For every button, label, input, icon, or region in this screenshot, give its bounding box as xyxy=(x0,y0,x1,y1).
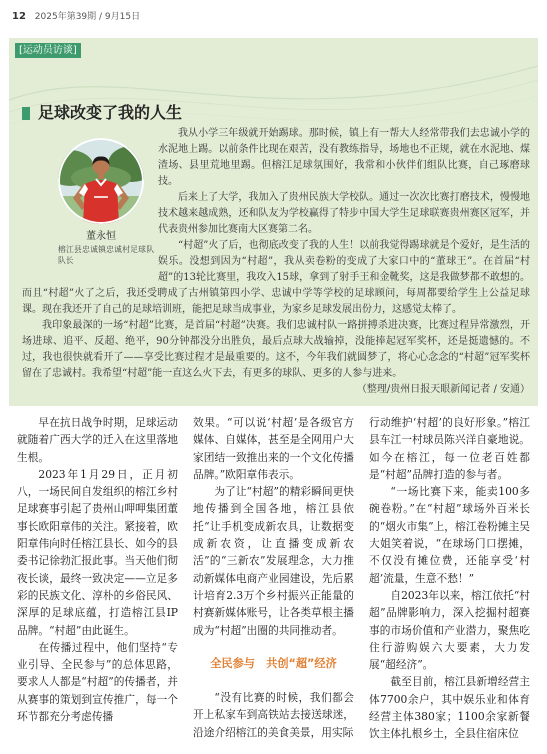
interview-paragraph: 后来上了大学，我加入了贵州民族大学校队。通过一次次比赛打磨技术，慢慢地技术越来越成熟，还和队友为学校赢得了特步中国大学生足球联赛贵州赛区冠军，并代表贵州参加比赛南大区赛第二名。 xyxy=(158,192,530,235)
article-paragraph: “没有比赛的时候，我们都会开上私家车到高铁站去接送球迷，沿途介绍榕江的美食美景，用实际 xyxy=(193,691,354,739)
section-heading: 全民参与 共创“超”经济 xyxy=(210,656,337,670)
article-column-1 xyxy=(17,414,178,750)
section-tag: [运动员访谈] xyxy=(15,43,81,58)
interview-box xyxy=(9,38,538,406)
article-paragraph: 为了让“村超”的精彩瞬间更快地传播到全国各地，榕江县依托“让手机变成新农具，让数据变成新农资，让直播变成新农活”的“三新农”发展理念，大力推动新媒体电商产业园建设，先后累计培育2.3万个乡村振兴正能量的村赛新媒体账号，让各类草根主播成为“村超”出圈的共同推动者。 xyxy=(193,485,354,637)
interview-credit: （整理/贵州日报天眼新闻记者 / 安通） xyxy=(356,384,530,395)
interview-body xyxy=(22,126,530,398)
interview-paragraph: “村超”火了后，也彻底改变了我的人生！以前我觉得踢球就是个爱好，是生活的娱乐。没想到因为“村超”，我从卖卷粉的变成了大家口中的“董球王”。在首届“村超”的13轮比赛里，我攻入15球，拿到了射手王和金靴奖，这是我做梦都不敢想的。而且“村超”火了之后，我还受聘成了古州镇第四小学、忠诚中学等学校的足球顾问，每周都要给学生上公益足球课。现在我还开了自己的足球培训班，能把足球当成事业，为家乡足球发展出份力，这感觉太棒了。 xyxy=(22,240,530,315)
page-number: 12 xyxy=(12,11,26,22)
article-paragraph: 截至目前，榕江县新增经营主体7700余户，其中娱乐业和体育经营主体380家；1100余家新餐饮主体扎根乡土，全县住宿床位 xyxy=(369,675,530,741)
title-marker xyxy=(22,107,30,120)
article-paragraph: 自2023年以来，榕江依托“村超”品牌影响力，深入挖掘村超赛事的市场价值和产业潜力，聚焦吃住行游购娱六大要素，大力发展“超经济”。 xyxy=(369,588,530,672)
issue-date: 2025年第39期 / 9月15日 xyxy=(34,12,141,22)
interview-paragraph: 我从小学三年级就开始踢球。那时候，镇上有一帮大人经常带我们去忠诚小学的水泥地上踢。以前条件比现在艰苦，没有教练指导，场地也不正规，就在水泥地、煤渣场、县里荒地里踢。但榕江足球氛围好，我常和小伙伴们组队比赛，自己琢磨球技。 xyxy=(158,128,530,187)
person-name: 董永恒 xyxy=(86,231,116,242)
portrait-photo xyxy=(58,138,144,224)
article-column-3 xyxy=(369,414,530,750)
interview-title: 足球改变了我的人生 xyxy=(38,103,183,122)
article-column-2 xyxy=(193,414,354,750)
person-role: 榕江县忠诚镇忠诚村足球队队长 xyxy=(58,245,154,265)
article-paragraph: 2023年1月29日，正月初八，一场民间自发组织的榕江乡村足球赛事引起了贵州山呷呷集团董事长欧阳章伟的关注。紧接着，欧阳章伟向时任榕江县长、如今的县委书记徐勃汇报此事。当天他们彻夜长谈，最终一致决定——立足多彩的民族文化、淳朴的乡俗民风、深厚的足球底蕴，打造榕江县IP品牌。“村超”由此诞生。 xyxy=(17,467,178,637)
article-paragraph-continued: 行动维护‘村超’的良好形象。”榕江县车江一村球员陈兴洋自豪地说。如今在榕江，每一位老百姓都是“村超”品牌打造的参与者。 xyxy=(369,416,530,481)
article-paragraph: 早在抗日战争时期，足球运动就随着广西大学的迁入在这里落地生根。 xyxy=(17,416,178,464)
interview-paragraph: 我印象最深的一场“村超”比赛，是首届“村超”决赛。我们忠诚村队一路拼搏杀进决赛，比赛过程异常激烈，开场进球、追平、反超、绝平，90分钟都没分出胜负，最后点球大战输掉，没能捧起冠军奖杯，还是挺遗憾的。不过，我也很快就看开了——享受比赛过程才是最重要的。这不，今年我们就圆梦了，将心心念念的“村超”冠军奖杯留在了忠诚村。我希望“村超”能一直这么火下去，有更多的球队、更多的人参与进来。 xyxy=(22,320,530,379)
portrait-block xyxy=(22,126,158,286)
article-paragraph-continued: 效果。“可以说‘村超’是各级官方媒体、自媒体，甚至是全网用户大家团结一致推出来的一个文化传播品牌。”欧阳章伟表示。 xyxy=(193,416,354,481)
article-paragraph: “一场比赛下来，能卖100多碗卷粉。”在“村超”球场外百米长的“烟火市集”上，榕江卷粉摊主吴大姐笑着说，“在球场门口摆摊，不仅没有摊位费，还能享受‘村超’流量，生意不愁！” xyxy=(369,485,530,585)
article-paragraph: 在传播过程中，他们坚持“专业引导、全民参与”的总体思路，要求人人都是“村超”的传播者，并从赛事的策划到宣传推广，每一个环节都充分考虑传播 xyxy=(17,640,178,724)
page-header xyxy=(12,10,140,24)
